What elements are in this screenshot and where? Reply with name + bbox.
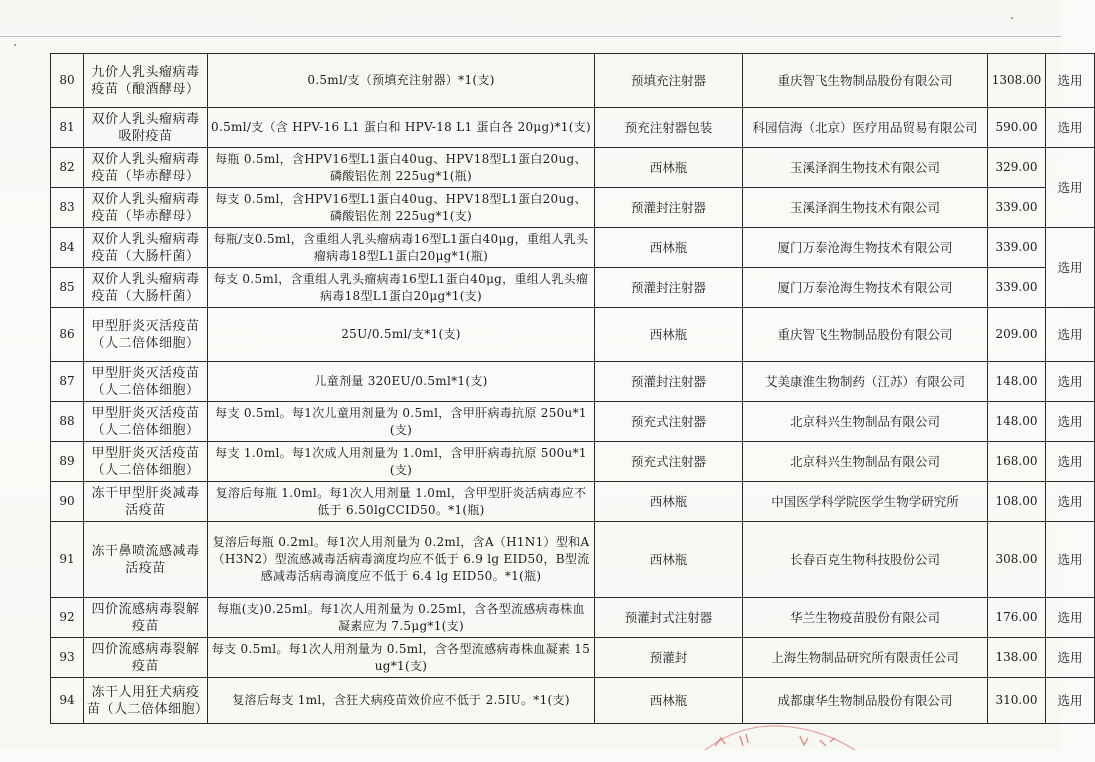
specification: 复溶后每瓶 1.0ml。每1次人用剂量 1.0ml，含甲型肝炎活病毒应不低于 6.50lgCCID50。*1(瓶)	[208, 482, 595, 522]
vaccine-name: 甲型肝炎灭活疫苗（人二倍体细胞）	[84, 402, 208, 442]
vaccine-name: 四价流感病毒裂解疫苗	[84, 598, 208, 638]
price: 310.00	[988, 678, 1046, 724]
selection-status: 选用	[1046, 522, 1095, 598]
row-number: 83	[51, 188, 84, 228]
table-row	[51, 442, 1095, 482]
manufacturer: 厦门万泰沧海生物技术有限公司	[743, 228, 988, 268]
selection-status: 选用	[1046, 598, 1095, 638]
scan-speck	[14, 44, 16, 46]
specification: 25U/0.5ml/支*1(支)	[208, 308, 595, 362]
vaccine-name: 四价流感病毒裂解疫苗	[84, 638, 208, 678]
selection-status: 选用	[1046, 308, 1095, 362]
vaccine-name: 双价人乳头瘤病毒疫苗（大肠杆菌）	[84, 228, 208, 268]
vaccine-name: 冻干甲型肝炎减毒活疫苗	[84, 482, 208, 522]
specification: 0.5ml/支（含 HPV-16 L1 蛋白和 HPV-18 L1 蛋白各 20μg)*1(支)	[208, 108, 595, 148]
price: 329.00	[988, 148, 1046, 188]
vaccine-name: 冻干人用狂犬病疫苗（人二倍体细胞）	[84, 678, 208, 724]
row-number: 82	[51, 148, 84, 188]
vaccine-name: 九价人乳头瘤病毒疫苗（酿酒酵母）	[84, 54, 208, 108]
page-top-margin-line	[0, 0, 1061, 37]
packaging: 预灌封注射器	[595, 268, 743, 308]
manufacturer: 长春百克生物科技股份公司	[743, 522, 988, 598]
table-row	[51, 598, 1095, 638]
table-row	[51, 678, 1095, 724]
manufacturer: 玉溪泽润生物技术有限公司	[743, 188, 988, 228]
manufacturer: 成都康华生物制品股份有限公司	[743, 678, 988, 724]
vaccine-name: 甲型肝炎灭活疫苗（人二倍体细胞）	[84, 442, 208, 482]
price: 138.00	[988, 638, 1046, 678]
packaging: 西林瓶	[595, 482, 743, 522]
price: 590.00	[988, 108, 1046, 148]
specification: 每瓶 0.5ml，含HPV16型L1蛋白40ug、HPV18型L1蛋白20ug、磷酸铝佐剂 225ug*1(瓶)	[208, 148, 595, 188]
packaging: 预充注射器包装	[595, 108, 743, 148]
table-row	[51, 362, 1095, 402]
manufacturer: 重庆智飞生物制品股份有限公司	[743, 54, 988, 108]
selection-status: 选用	[1046, 108, 1095, 148]
manufacturer: 中国医学科学院医学生物学研究所	[743, 482, 988, 522]
vaccine-name: 甲型肝炎灭活疫苗（人二倍体细胞）	[84, 308, 208, 362]
specification: 0.5ml/支（预填充注射器）*1(支)	[208, 54, 595, 108]
selection-status: 选用	[1046, 362, 1095, 402]
vaccine-name: 双价人乳头瘤病毒疫苗（毕赤酵母）	[84, 188, 208, 228]
seal-stamp-fragment	[700, 722, 860, 762]
packaging: 预灌封	[595, 638, 743, 678]
row-number: 86	[51, 308, 84, 362]
table-row	[51, 638, 1095, 678]
manufacturer: 北京科兴生物制品有限公司	[743, 402, 988, 442]
table-row	[51, 228, 1095, 268]
price: 176.00	[988, 598, 1046, 638]
row-number: 87	[51, 362, 84, 402]
table-row	[51, 522, 1095, 598]
row-number: 85	[51, 268, 84, 308]
selection-status: 选用	[1046, 402, 1095, 442]
scan-speck	[1011, 17, 1013, 19]
table-row	[51, 402, 1095, 442]
selection-status: 选用	[1046, 678, 1095, 724]
specification: 每瓶/支0.5ml，含重组人乳头瘤病毒16型L1蛋白40μg，重组人乳头瘤病毒18型L1蛋白20μg*1(瓶)	[208, 228, 595, 268]
selection-status: 选用	[1046, 148, 1095, 228]
table-row	[51, 54, 1095, 108]
price: 339.00	[988, 268, 1046, 308]
vaccine-price-table	[50, 53, 1095, 724]
price: 148.00	[988, 402, 1046, 442]
row-number: 94	[51, 678, 84, 724]
table-row	[51, 188, 1095, 228]
specification: 每支 0.5ml，含重组人乳头瘤病毒16型L1蛋白40μg，重组人乳头瘤病毒18型L1蛋白20μg*1(支)	[208, 268, 595, 308]
row-number: 91	[51, 522, 84, 598]
manufacturer: 北京科兴生物制品有限公司	[743, 442, 988, 482]
specification: 儿童剂量 320EU/0.5ml*1(支)	[208, 362, 595, 402]
row-number: 90	[51, 482, 84, 522]
row-number: 88	[51, 402, 84, 442]
table-row	[51, 308, 1095, 362]
row-number: 93	[51, 638, 84, 678]
manufacturer: 科园信海（北京）医疗用品贸易有限公司	[743, 108, 988, 148]
packaging: 预充式注射器	[595, 442, 743, 482]
manufacturer: 重庆智飞生物制品股份有限公司	[743, 308, 988, 362]
table-row	[51, 482, 1095, 522]
selection-status: 选用	[1046, 442, 1095, 482]
selection-status: 选用	[1046, 228, 1095, 308]
packaging: 西林瓶	[595, 228, 743, 268]
price: 1308.00	[988, 54, 1046, 108]
packaging: 预灌封式注射器	[595, 598, 743, 638]
price: 308.00	[988, 522, 1046, 598]
selection-status: 选用	[1046, 482, 1095, 522]
row-number: 89	[51, 442, 84, 482]
selection-status: 选用	[1046, 54, 1095, 108]
specification: 复溶后每支 1ml，含狂犬病疫苗效价应不低于 2.5IU。*1(支)	[208, 678, 595, 724]
row-number: 80	[51, 54, 84, 108]
vaccine-name: 冻干鼻喷流感减毒活疫苗	[84, 522, 208, 598]
specification: 复溶后每瓶 0.2ml。每1次人用剂量为 0.2ml，含A（H1N1）型和A（H3N2）型流感减毒活病毒滴度均应不低于 6.9 lg EID50，B型流感减毒活病毒滴度应不低于 6.4 lg EID50。*1(瓶)	[208, 522, 595, 598]
selection-status: 选用	[1046, 638, 1095, 678]
row-number: 84	[51, 228, 84, 268]
specification: 每支 0.5ml。每1次人用剂量为 0.5ml，含各型流感病毒株血凝素 15ug*1(支)	[208, 638, 595, 678]
price: 148.00	[988, 362, 1046, 402]
packaging: 预充式注射器	[595, 402, 743, 442]
packaging: 西林瓶	[595, 522, 743, 598]
price: 339.00	[988, 188, 1046, 228]
manufacturer: 厦门万泰沧海生物技术有限公司	[743, 268, 988, 308]
specification: 每支 1.0ml。每1次成人用剂量为 1.0ml，含甲肝病毒抗原 500u*1(支)	[208, 442, 595, 482]
vaccine-name: 甲型肝炎灭活疫苗（人二倍体细胞）	[84, 362, 208, 402]
packaging: 预灌封注射器	[595, 188, 743, 228]
packaging: 西林瓶	[595, 308, 743, 362]
manufacturer: 玉溪泽润生物技术有限公司	[743, 148, 988, 188]
packaging: 预填充注射器	[595, 54, 743, 108]
row-number: 81	[51, 108, 84, 148]
vaccine-name: 双价人乳头瘤病毒疫苗（大肠杆菌）	[84, 268, 208, 308]
packaging: 预灌封注射器	[595, 362, 743, 402]
specification: 每支 0.5ml，含HPV16型L1蛋白40ug、HPV18型L1蛋白20ug、磷酸铝佐剂 225ug*1(支)	[208, 188, 595, 228]
packaging: 西林瓶	[595, 678, 743, 724]
manufacturer: 华兰生物疫苗股份有限公司	[743, 598, 988, 638]
table-row	[51, 268, 1095, 308]
table-row	[51, 148, 1095, 188]
price: 168.00	[988, 442, 1046, 482]
manufacturer: 上海生物制品研究所有限责任公司	[743, 638, 988, 678]
vaccine-name: 双价人乳头瘤病毒吸附疫苗	[84, 108, 208, 148]
packaging: 西林瓶	[595, 148, 743, 188]
price: 108.00	[988, 482, 1046, 522]
table-row	[51, 108, 1095, 148]
specification: 每瓶(支)0.25ml。每1次人用剂量为 0.25ml，含各型流感病毒株血凝素应为 7.5μg*1(支)	[208, 598, 595, 638]
price: 209.00	[988, 308, 1046, 362]
vaccine-name: 双价人乳头瘤病毒疫苗（毕赤酵母）	[84, 148, 208, 188]
seal-stamp-marks	[700, 722, 860, 752]
specification: 每支 0.5ml。每1次儿童用剂量为 0.5ml，含甲肝病毒抗原 250u*1(支)	[208, 402, 595, 442]
price: 339.00	[988, 228, 1046, 268]
manufacturer: 艾美康淮生物制药（江苏）有限公司	[743, 362, 988, 402]
row-number: 92	[51, 598, 84, 638]
